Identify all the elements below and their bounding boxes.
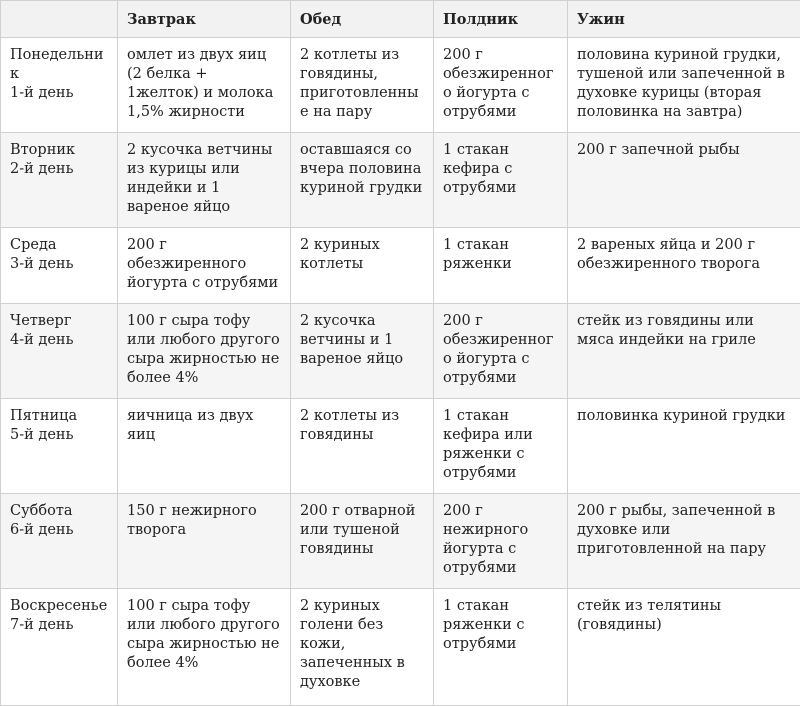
day-cell	[1, 589, 118, 706]
header-breakfast: Завтрак	[118, 1, 291, 38]
header-day	[1, 1, 118, 38]
dinner-cell: 2 вареных яйца и 200 г обезжиренного творога	[568, 228, 800, 304]
table-row	[1, 304, 800, 399]
breakfast-cell: 200 г обезжиренного йогурта с отрубями	[118, 228, 291, 304]
lunch-cell: 2 куриных голени без кожи, запеченных в духовке	[291, 589, 434, 706]
table-row	[1, 589, 800, 706]
breakfast-cell: 100 г сыра тофу или любого другого сыра жирностью не более 4%	[118, 304, 291, 399]
table-row	[1, 228, 800, 304]
dinner-cell: 200 г запечной рыбы	[568, 133, 800, 228]
breakfast-cell: 2 кусочка ветчины из курицы или индейки и 1 вареное яйцо	[118, 133, 291, 228]
day-cell	[1, 304, 118, 399]
lunch-cell: 2 котлеты из говядины, приготовленные на пару	[291, 38, 434, 133]
day-number: 2-й день	[10, 160, 108, 179]
day-cell	[1, 133, 118, 228]
lunch-cell: 200 г отварной или тушеной говядины	[291, 494, 434, 589]
breakfast-cell: омлет из двух яиц (2 белка + 1желток) и молока 1,5% жирности	[118, 38, 291, 133]
snack-cell: 200 г нежирного йогурта с отрубями	[434, 494, 568, 589]
day-cell	[1, 228, 118, 304]
dinner-cell: половинка куриной грудки	[568, 399, 800, 494]
day-name: Понедельник	[10, 46, 108, 84]
table-row	[1, 38, 800, 133]
day-number: 4-й день	[10, 331, 108, 350]
dinner-cell: 200 г рыбы, запеченной в духовке или приготовленной на пару	[568, 494, 800, 589]
dinner-cell: стейк из говядины или мяса индейки на гриле	[568, 304, 800, 399]
day-number: 6-й день	[10, 521, 108, 540]
day-name: Суббота	[10, 502, 108, 521]
table-row	[1, 133, 800, 228]
dinner-cell: половина куриной грудки, тушеной или запеченной в духовке курицы (вторая половинка на завтра)	[568, 38, 800, 133]
day-cell	[1, 38, 118, 133]
lunch-cell: 2 куриных котлеты	[291, 228, 434, 304]
day-number: 5-й день	[10, 426, 108, 445]
dinner-cell: стейк из телятины (говядины)	[568, 589, 800, 706]
lunch-cell: оставшаяся со вчера половина куриной грудки	[291, 133, 434, 228]
lunch-cell: 2 кусочка ветчины и 1 вареное яйцо	[291, 304, 434, 399]
day-number: 7-й день	[10, 616, 108, 635]
header-dinner: Ужин	[568, 1, 800, 38]
snack-cell: 1 стакан ряженки с отрубями	[434, 589, 568, 706]
snack-cell: 1 стакан кефира с отрубями	[434, 133, 568, 228]
day-number: 1-й день	[10, 84, 108, 103]
day-cell	[1, 494, 118, 589]
lunch-cell: 2 котлеты из говядины	[291, 399, 434, 494]
header-lunch: Обед	[291, 1, 434, 38]
day-name: Пятница	[10, 407, 108, 426]
header-row	[1, 1, 800, 38]
snack-cell: 200 г обезжиренного йогурта с отрубями	[434, 38, 568, 133]
table-row	[1, 399, 800, 494]
header-snack: Полдник	[434, 1, 568, 38]
day-name: Четверг	[10, 312, 108, 331]
breakfast-cell: 100 г сыра тофу или любого другого сыра жирностью не более 4%	[118, 589, 291, 706]
day-number: 3-й день	[10, 255, 108, 274]
day-cell	[1, 399, 118, 494]
snack-cell: 200 г обезжиренного йогурта с отрубями	[434, 304, 568, 399]
day-name: Воскресенье	[10, 597, 108, 616]
snack-cell: 1 стакан ряженки	[434, 228, 568, 304]
day-name: Вторник	[10, 141, 108, 160]
day-name: Среда	[10, 236, 108, 255]
breakfast-cell: 150 г нежирного творога	[118, 494, 291, 589]
breakfast-cell: яичница из двух яиц	[118, 399, 291, 494]
table-row	[1, 494, 800, 589]
snack-cell: 1 стакан кефира или ряженки с отрубями	[434, 399, 568, 494]
